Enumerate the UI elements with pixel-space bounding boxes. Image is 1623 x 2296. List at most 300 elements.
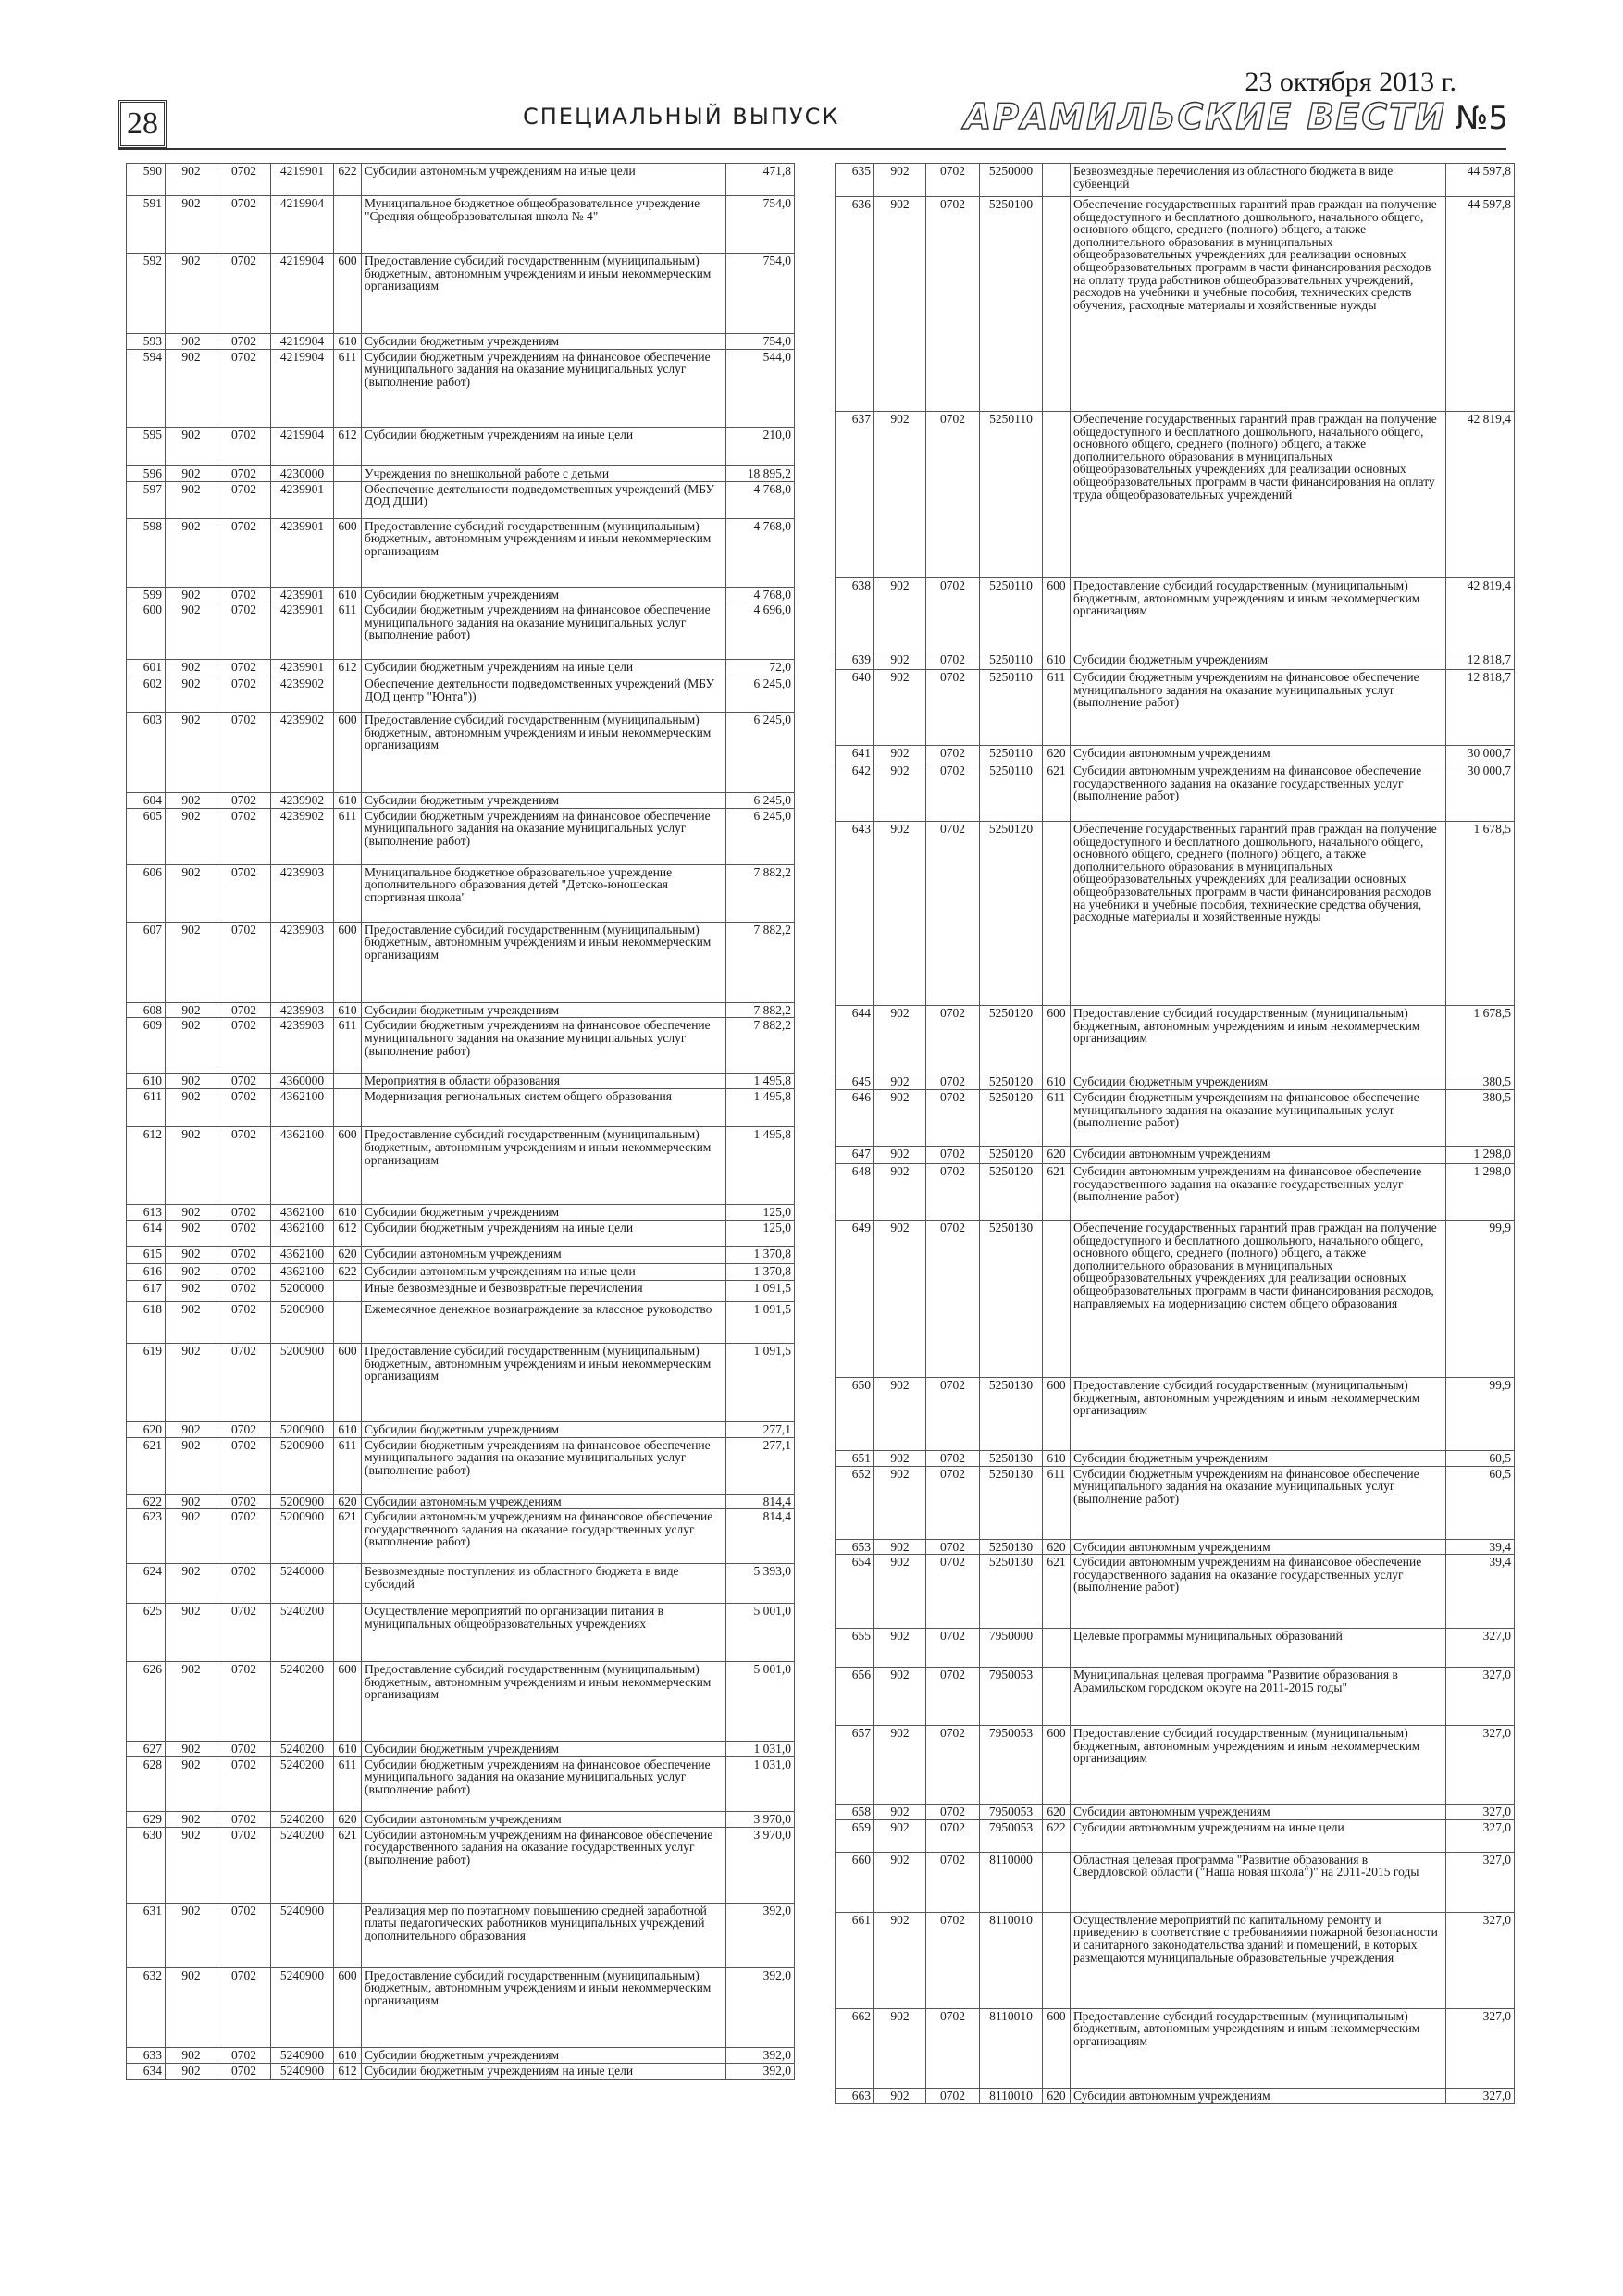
expense-type-code-cell: 620 [1043, 1805, 1071, 1820]
description-cell: Субсидии бюджетным учреждениям [362, 1742, 726, 1757]
target-code-cell: 5250120 [980, 1006, 1043, 1074]
target-code-cell: 5250100 [980, 197, 1043, 412]
amount-cell: 4 768,0 [726, 518, 795, 587]
target-code-cell: 5250130 [980, 1221, 1043, 1378]
amount-cell: 6 245,0 [726, 713, 795, 793]
table-row [127, 481, 795, 518]
ministry-code-cell: 902 [874, 412, 926, 578]
amount-cell: 327,0 [1446, 2088, 1515, 2104]
description-cell: Субсидии бюджетным учреждениям на финансовое обеспечение муниципального задания на оказание муниципальных услуг (выполнение работ) [1071, 1466, 1446, 1539]
row-number-cell: 643 [836, 822, 874, 1006]
amount-cell: 125,0 [726, 1205, 795, 1221]
expense-type-code-cell: 610 [334, 1205, 362, 1221]
expense-type-code-cell: 600 [334, 254, 362, 334]
amount-cell: 1 298,0 [1446, 1164, 1515, 1221]
ministry-code-cell: 902 [874, 1819, 926, 1852]
ministry-code-cell: 902 [166, 1564, 217, 1604]
target-code-cell: 5250130 [980, 1539, 1043, 1555]
description-cell: Муниципальное бюджетное общеобразовательное учреждение "Средняя общеобразовательная школа № 4" [362, 196, 726, 254]
amount-cell: 327,0 [1446, 1629, 1515, 1668]
description-cell: Субсидии автономным учреждениям [362, 1494, 726, 1509]
expense-type-code-cell: 621 [1043, 1555, 1071, 1629]
ministry-code-cell: 902 [874, 1147, 926, 1164]
description-cell: Субсидии автономным учреждениям [1071, 1539, 1446, 1555]
row-number-cell: 622 [127, 1494, 166, 1509]
description-cell: Субсидии автономным учреждениям [362, 1811, 726, 1827]
amount-cell: 7 882,2 [726, 1002, 795, 1018]
description-cell: Субсидии бюджетным учреждениям [362, 1421, 726, 1437]
expense-type-code-cell [334, 1604, 362, 1662]
table-row [836, 2008, 1515, 2088]
table-row [127, 1246, 795, 1263]
target-code-cell: 4239903 [271, 1002, 334, 1018]
section-code-cell: 0702 [217, 1494, 271, 1509]
section-code-cell: 0702 [926, 412, 980, 578]
table-row [127, 196, 795, 254]
table-row [127, 427, 795, 465]
expense-type-code-cell: 620 [334, 1811, 362, 1827]
description-cell: Предоставление субсидий государственным (муниципальным) бюджетным, автономным учреждениям и иным некоммерческим организациям [362, 518, 726, 587]
table-row [836, 1912, 1515, 2008]
row-number-cell: 642 [836, 763, 874, 822]
table-row [127, 1263, 795, 1280]
description-cell: Предоставление субсидий государственным (муниципальным) бюджетным, автономным учреждениям и иным некоммерческим организациям [1071, 1006, 1446, 1074]
ministry-code-cell: 902 [166, 676, 217, 713]
target-code-cell: 5250110 [980, 670, 1043, 746]
page-number: 28 [118, 100, 167, 148]
table-row [836, 1221, 1515, 1378]
row-number-cell: 633 [127, 2047, 166, 2063]
ministry-code-cell: 902 [874, 1668, 926, 1726]
target-code-cell: 5200900 [271, 1421, 334, 1437]
table-row [127, 1127, 795, 1205]
row-number-cell: 649 [836, 1221, 874, 1378]
section-code-cell: 0702 [926, 1006, 980, 1074]
target-code-cell: 8110010 [980, 1912, 1043, 2008]
description-cell: Предоставление субсидий государственным (муниципальным) бюджетным, автономным учреждениям и иным некоммерческим организациям [362, 922, 726, 1002]
section-code-cell: 0702 [217, 1509, 271, 1564]
expense-type-code-cell: 621 [1043, 763, 1071, 822]
section-code-cell: 0702 [217, 1205, 271, 1221]
ministry-code-cell: 902 [166, 1662, 217, 1742]
target-code-cell: 5240200 [271, 1662, 334, 1742]
description-cell: Осуществление мероприятий по капитальному ремонту и приведению в соответствие с требованиями пожарной безопасности и санитарного законодательства зданий и помещений, в которых размещаются муниципальные образовательные учреждения [1071, 1912, 1446, 2008]
ministry-code-cell: 902 [166, 1756, 217, 1811]
table-row [127, 1421, 795, 1437]
table-row [127, 1662, 795, 1742]
table-row [836, 197, 1515, 412]
row-number-cell: 620 [127, 1421, 166, 1437]
target-code-cell: 7950053 [980, 1819, 1043, 1852]
target-code-cell: 4239903 [271, 1018, 334, 1074]
section-code-cell: 0702 [217, 1604, 271, 1662]
description-cell: Осуществление мероприятий по организации питания в муниципальных общеобразовательных учреждениях [362, 1604, 726, 1662]
ministry-code-cell: 902 [166, 164, 217, 196]
ministry-code-cell: 902 [166, 1811, 217, 1827]
description-cell: Субсидии автономным учреждениям на иные цели [362, 164, 726, 196]
expense-type-code-cell [334, 1074, 362, 1089]
description-cell: Субсидии бюджетным учреждениям [1071, 1451, 1446, 1467]
target-code-cell: 5250130 [980, 1466, 1043, 1539]
amount-cell: 1 495,8 [726, 1089, 795, 1127]
target-code-cell: 5250120 [980, 822, 1043, 1006]
row-number-cell: 627 [127, 1742, 166, 1757]
amount-cell: 392,0 [726, 1967, 795, 2047]
expense-type-code-cell: 611 [334, 602, 362, 660]
right-column [835, 163, 1514, 2104]
ministry-code-cell: 902 [874, 822, 926, 1006]
row-number-cell: 619 [127, 1343, 166, 1421]
expense-type-code-cell: 610 [334, 793, 362, 809]
row-number-cell: 607 [127, 922, 166, 1002]
description-cell: Безвозмездные перечисления из областного бюджета в виде субвенций [1071, 164, 1446, 197]
description-cell: Ежемесячное денежное вознаграждение за классное руководство [362, 1301, 726, 1343]
expense-type-code-cell: 610 [334, 1742, 362, 1757]
target-code-cell: 5240900 [271, 1903, 334, 1967]
table-row [836, 1539, 1515, 1555]
ministry-code-cell: 902 [166, 196, 217, 254]
target-code-cell: 4239902 [271, 713, 334, 793]
table-row [836, 670, 1515, 746]
section-code-cell: 0702 [926, 746, 980, 763]
expense-type-code-cell [1043, 1912, 1071, 2008]
section-code-cell: 0702 [926, 1668, 980, 1726]
amount-cell: 544,0 [726, 349, 795, 427]
row-number-cell: 638 [836, 578, 874, 652]
budget-table-left [126, 163, 795, 2080]
row-number-cell: 590 [127, 164, 166, 196]
table-row [836, 1451, 1515, 1467]
row-number-cell: 661 [836, 1912, 874, 2008]
section-code-cell: 0702 [217, 1246, 271, 1263]
target-code-cell: 5240900 [271, 2047, 334, 2063]
table-row [127, 602, 795, 660]
amount-cell: 754,0 [726, 334, 795, 350]
ministry-code-cell: 902 [874, 1378, 926, 1451]
description-cell: Субсидии автономным учреждениям на финансовое обеспечение государственного задания на оказание государственных услуг (выполнение работ) [1071, 1164, 1446, 1221]
expense-type-code-cell [334, 676, 362, 713]
amount-cell: 7 882,2 [726, 922, 795, 1002]
target-code-cell: 5250110 [980, 746, 1043, 763]
ministry-code-cell: 902 [166, 1437, 217, 1494]
ministry-code-cell: 902 [166, 1205, 217, 1221]
row-number-cell: 601 [127, 660, 166, 676]
description-cell: Субсидии бюджетным учреждениям [1071, 1074, 1446, 1090]
section-code-cell: 0702 [217, 1662, 271, 1742]
description-cell: Предоставление субсидий государственным (муниципальным) бюджетным, автономным учреждениям и иным некоммерческим организациям [362, 1343, 726, 1421]
amount-cell: 4 768,0 [726, 481, 795, 518]
description-cell: Субсидии бюджетным учреждениям [362, 2047, 726, 2063]
description-cell: Субсидии автономным учреждениям на иные цели [1071, 1819, 1446, 1852]
section-code-cell: 0702 [926, 1147, 980, 1164]
target-code-cell: 5200900 [271, 1343, 334, 1421]
amount-cell: 6 245,0 [726, 676, 795, 713]
amount-cell: 327,0 [1446, 1668, 1515, 1726]
amount-cell: 1 370,8 [726, 1246, 795, 1263]
row-number-cell: 645 [836, 1074, 874, 1090]
target-code-cell: 4239902 [271, 676, 334, 713]
section-code-cell: 0702 [217, 1263, 271, 1280]
left-column [126, 163, 794, 2080]
row-number-cell: 623 [127, 1509, 166, 1564]
target-code-cell: 5240000 [271, 1564, 334, 1604]
expense-type-code-cell: 611 [334, 349, 362, 427]
amount-cell: 471,8 [726, 164, 795, 196]
table-row [836, 1466, 1515, 1539]
row-number-cell: 611 [127, 1089, 166, 1127]
expense-type-code-cell [1043, 164, 1071, 197]
table-row [127, 1509, 795, 1564]
description-cell: Субсидии автономным учреждениям [1071, 1147, 1446, 1164]
table-row [836, 2088, 1515, 2104]
section-code-cell: 0702 [217, 518, 271, 587]
target-code-cell: 5250110 [980, 412, 1043, 578]
amount-cell: 3 970,0 [726, 1827, 795, 1903]
table-row [836, 1819, 1515, 1852]
row-number-cell: 635 [836, 164, 874, 197]
row-number-cell: 650 [836, 1378, 874, 1451]
ministry-code-cell: 902 [166, 427, 217, 465]
table-row [127, 1280, 795, 1301]
ministry-code-cell: 902 [166, 1421, 217, 1437]
amount-cell: 392,0 [726, 1903, 795, 1967]
target-code-cell: 4239901 [271, 602, 334, 660]
ministry-code-cell: 902 [166, 1742, 217, 1757]
table-row [836, 822, 1515, 1006]
row-number-cell: 598 [127, 518, 166, 587]
target-code-cell: 7950000 [980, 1629, 1043, 1668]
table-row [127, 808, 795, 864]
amount-cell: 44 597,8 [1446, 164, 1515, 197]
ministry-code-cell: 902 [166, 2063, 217, 2079]
ministry-code-cell: 902 [166, 1604, 217, 1662]
expense-type-code-cell: 611 [1043, 670, 1071, 746]
expense-type-code-cell: 610 [334, 1002, 362, 1018]
ministry-code-cell: 902 [874, 1539, 926, 1555]
budget-table-right [835, 163, 1515, 2104]
section-code-cell: 0702 [926, 578, 980, 652]
target-code-cell: 4230000 [271, 465, 334, 481]
target-code-cell: 5250110 [980, 578, 1043, 652]
section-code-cell: 0702 [217, 793, 271, 809]
amount-cell: 392,0 [726, 2063, 795, 2079]
row-number-cell: 591 [127, 196, 166, 254]
amount-cell: 210,0 [726, 427, 795, 465]
section-code-cell: 0702 [217, 1089, 271, 1127]
table-row [127, 1967, 795, 2047]
section-code-cell: 0702 [926, 2088, 980, 2104]
ministry-code-cell: 902 [166, 587, 217, 602]
row-number-cell: 606 [127, 864, 166, 922]
ministry-code-cell: 902 [166, 1263, 217, 1280]
amount-cell: 327,0 [1446, 2008, 1515, 2088]
description-cell: Субсидии бюджетным учреждениям на финансовое обеспечение муниципального задания на оказание муниципальных услуг (выполнение работ) [1071, 1090, 1446, 1147]
amount-cell: 1 031,0 [726, 1756, 795, 1811]
section-code-cell: 0702 [926, 822, 980, 1006]
expense-type-code-cell: 610 [334, 1421, 362, 1437]
row-number-cell: 608 [127, 1002, 166, 1018]
expense-type-code-cell [1043, 197, 1071, 412]
section-code-cell: 0702 [217, 660, 271, 676]
amount-cell: 7 882,2 [726, 864, 795, 922]
row-number-cell: 626 [127, 1662, 166, 1742]
expense-type-code-cell: 621 [1043, 1164, 1071, 1221]
description-cell: Предоставление субсидий государственным (муниципальным) бюджетным, автономным учреждениям и иным некоммерческим организациям [1071, 1378, 1446, 1451]
ministry-code-cell: 902 [166, 1002, 217, 1018]
description-cell: Субсидии бюджетным учреждениям на финансовое обеспечение муниципального задания на оказание муниципальных услуг (выполнение работ) [362, 1437, 726, 1494]
ministry-code-cell: 902 [166, 808, 217, 864]
row-number-cell: 615 [127, 1246, 166, 1263]
section-code-cell: 0702 [217, 481, 271, 518]
target-code-cell: 5240200 [271, 1756, 334, 1811]
amount-cell: 1 495,8 [726, 1074, 795, 1089]
target-code-cell: 5250110 [980, 652, 1043, 670]
section-code-cell: 0702 [217, 1437, 271, 1494]
target-code-cell: 7950053 [980, 1726, 1043, 1805]
row-number-cell: 604 [127, 793, 166, 809]
row-number-cell: 648 [836, 1164, 874, 1221]
description-cell: Субсидии бюджетным учреждениям на иные цели [362, 2063, 726, 2079]
description-cell: Иные безвозмездные и безвозвратные перечисления [362, 1280, 726, 1301]
expense-type-code-cell [1043, 822, 1071, 1006]
row-number-cell: 652 [836, 1466, 874, 1539]
amount-cell: 380,5 [1446, 1074, 1515, 1090]
amount-cell: 7 882,2 [726, 1018, 795, 1074]
description-cell: Субсидии бюджетным учреждениям на финансовое обеспечение муниципального задания на оказание муниципальных услуг (выполнение работ) [362, 808, 726, 864]
section-code-cell: 0702 [926, 1466, 980, 1539]
ministry-code-cell: 902 [874, 1555, 926, 1629]
description-cell: Предоставление субсидий государственным (муниципальным) бюджетным, автономным учреждениям и иным некоммерческим организациям [1071, 578, 1446, 652]
ministry-code-cell: 902 [166, 1967, 217, 2047]
expense-type-code-cell [334, 196, 362, 254]
section-code-cell: 0702 [217, 1903, 271, 1967]
description-cell: Субсидии бюджетным учреждениям [1071, 652, 1446, 670]
row-number-cell: 618 [127, 1301, 166, 1343]
ministry-code-cell: 902 [874, 1074, 926, 1090]
amount-cell: 42 819,4 [1446, 412, 1515, 578]
section-code-cell: 0702 [217, 1018, 271, 1074]
expense-type-code-cell: 611 [1043, 1090, 1071, 1147]
section-code-cell: 0702 [217, 1421, 271, 1437]
table-row [127, 254, 795, 334]
description-cell: Предоставление субсидий государственным (муниципальным) бюджетным, автономным учреждениям и иным некоммерческим организациям [1071, 2008, 1446, 2088]
section-code-cell: 0702 [926, 164, 980, 197]
section-code-cell: 0702 [217, 1827, 271, 1903]
row-number-cell: 612 [127, 1127, 166, 1205]
description-cell: Субсидии бюджетным учреждениям на иные цели [362, 660, 726, 676]
amount-cell: 1 091,5 [726, 1280, 795, 1301]
row-number-cell: 625 [127, 1604, 166, 1662]
amount-cell: 30 000,7 [1446, 746, 1515, 763]
amount-cell: 1 031,0 [726, 1742, 795, 1757]
target-code-cell: 4239902 [271, 793, 334, 809]
expense-type-code-cell: 612 [334, 1220, 362, 1246]
ministry-code-cell: 902 [166, 349, 217, 427]
description-cell: Субсидии автономным учреждениям [1071, 1805, 1446, 1820]
expense-type-code-cell: 600 [1043, 1378, 1071, 1451]
table-row [836, 1805, 1515, 1820]
table-row [127, 1089, 795, 1127]
description-cell: Областная целевая программа "Развитие образования в Свердловской области ("Наша новая школа")" на 2011-2015 годы [1071, 1852, 1446, 1912]
description-cell: Субсидии бюджетным учреждениям на финансовое обеспечение муниципального задания на оказание муниципальных услуг (выполнение работ) [362, 1018, 726, 1074]
masthead [964, 96, 1508, 137]
table-row [127, 1437, 795, 1494]
amount-cell: 30 000,7 [1446, 763, 1515, 822]
expense-type-code-cell: 620 [334, 1494, 362, 1509]
amount-cell: 327,0 [1446, 1852, 1515, 1912]
amount-cell: 754,0 [726, 196, 795, 254]
target-code-cell: 4239901 [271, 481, 334, 518]
expense-type-code-cell [1043, 1221, 1071, 1378]
amount-cell: 39,4 [1446, 1555, 1515, 1629]
ministry-code-cell: 902 [874, 1006, 926, 1074]
target-code-cell: 4362100 [271, 1089, 334, 1127]
target-code-cell: 4239901 [271, 587, 334, 602]
ministry-code-cell: 902 [874, 1164, 926, 1221]
target-code-cell: 4239903 [271, 864, 334, 922]
row-number-cell: 621 [127, 1437, 166, 1494]
table-row [127, 1742, 795, 1757]
issue-number: №5 [1456, 100, 1508, 137]
expense-type-code-cell: 610 [1043, 652, 1071, 670]
table-row [127, 1494, 795, 1509]
expense-type-code-cell: 600 [1043, 1006, 1071, 1074]
row-number-cell: 624 [127, 1564, 166, 1604]
ministry-code-cell: 902 [166, 713, 217, 793]
ministry-code-cell: 902 [874, 1912, 926, 2008]
section-code-cell: 0702 [217, 1811, 271, 1827]
expense-type-code-cell: 600 [334, 922, 362, 1002]
amount-cell: 4 696,0 [726, 602, 795, 660]
row-number-cell: 600 [127, 602, 166, 660]
header-divider [118, 148, 1506, 150]
section-code-cell: 0702 [217, 922, 271, 1002]
target-code-cell: 8110000 [980, 1852, 1043, 1912]
target-code-cell: 5240200 [271, 1827, 334, 1903]
expense-type-code-cell [334, 481, 362, 518]
section-code-cell: 0702 [217, 1756, 271, 1811]
ministry-code-cell: 902 [166, 518, 217, 587]
target-code-cell: 7950053 [980, 1805, 1043, 1820]
row-number-cell: 634 [127, 2063, 166, 2079]
target-code-cell: 4239901 [271, 518, 334, 587]
section-code-cell: 0702 [217, 349, 271, 427]
expense-type-code-cell [1043, 1668, 1071, 1726]
row-number-cell: 628 [127, 1756, 166, 1811]
target-code-cell: 5200900 [271, 1301, 334, 1343]
description-cell: Муниципальное бюджетное образовательное учреждение дополнительного образования детей "Детско-юношеская спортивная школа" [362, 864, 726, 922]
expense-type-code-cell: 600 [334, 1127, 362, 1205]
expense-type-code-cell: 600 [1043, 2008, 1071, 2088]
amount-cell: 1 678,5 [1446, 822, 1515, 1006]
ministry-code-cell: 902 [166, 254, 217, 334]
expense-type-code-cell: 600 [334, 518, 362, 587]
target-code-cell: 4219904 [271, 334, 334, 350]
amount-cell: 1 495,8 [726, 1127, 795, 1205]
expense-type-code-cell [1043, 1629, 1071, 1668]
amount-cell: 754,0 [726, 254, 795, 334]
table-row [127, 864, 795, 922]
table-row [127, 164, 795, 196]
expense-type-code-cell [334, 1089, 362, 1127]
description-cell: Субсидии бюджетным учреждениям [362, 587, 726, 602]
section-code-cell: 0702 [217, 2063, 271, 2079]
table-row [836, 412, 1515, 578]
expense-type-code-cell: 611 [1043, 1466, 1071, 1539]
section-code-cell: 0702 [217, 196, 271, 254]
target-code-cell: 4219901 [271, 164, 334, 196]
amount-cell: 327,0 [1446, 1819, 1515, 1852]
